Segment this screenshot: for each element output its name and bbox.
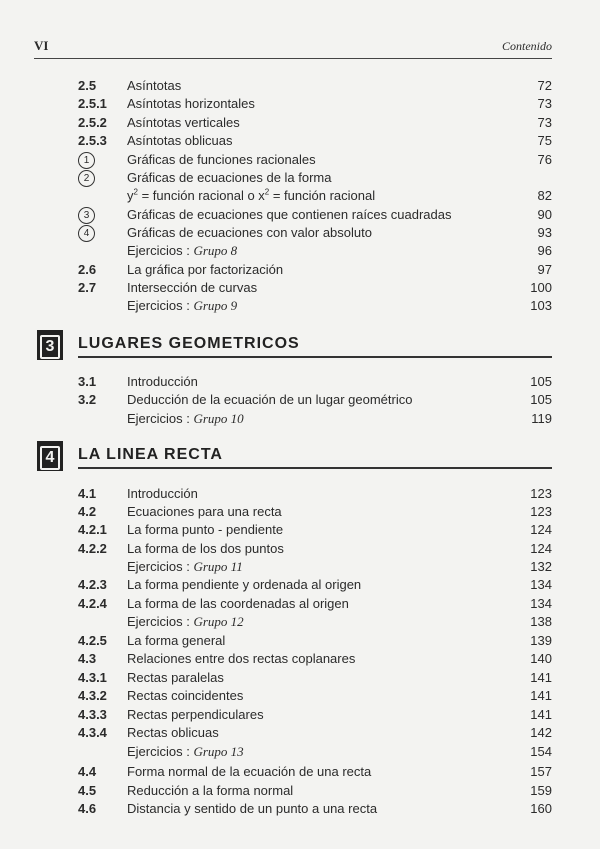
toc-entry: [0, 540, 600, 558]
toc-entry: [0, 521, 600, 539]
toc-entry: [0, 114, 600, 132]
entry-page: 134: [530, 577, 552, 592]
toc-entry: [0, 632, 600, 650]
entry-number: 4.1: [78, 486, 97, 501]
header-title: Contenido: [502, 39, 552, 53]
entry-page: 90: [537, 207, 552, 222]
entry-page: 73: [537, 96, 552, 111]
toc-entry: [0, 503, 600, 521]
entry-title: Gráficas de ecuaciones con valor absoluto: [127, 225, 372, 240]
entry-page: 103: [530, 298, 552, 313]
entry-title: Gráficas de funciones racionales: [127, 152, 316, 167]
entry-number: 4.6: [78, 801, 97, 816]
entry-title: Introducción: [127, 374, 198, 389]
entry-page: 82: [537, 188, 552, 203]
toc-entry: [0, 724, 600, 742]
entry-number: 4.4: [78, 764, 97, 779]
entry-title: Distancia y sentido de un punto a una recta: [127, 801, 378, 816]
entry-number: 4.2.5: [78, 633, 107, 648]
toc-entry: [0, 169, 600, 187]
entry-page: 97: [537, 262, 552, 277]
entry-title: Ejercicios : Grupo 11: [127, 559, 243, 574]
toc-entry: [0, 763, 600, 781]
toc-entry: [0, 373, 600, 391]
entry-number: 4.2.3: [78, 577, 107, 592]
entry-page: 72: [537, 78, 552, 93]
entry-page: 119: [531, 411, 552, 426]
toc-entry: [0, 279, 600, 297]
entry-title: Intersección de curvas: [127, 280, 258, 295]
entry-number: 4.3: [78, 651, 97, 666]
chapter-number-badge: 3: [37, 330, 63, 360]
entry-page: 159: [530, 783, 552, 798]
entry-title: Gráficas de ecuaciones de la forma: [127, 170, 332, 185]
entry-number: 3.2: [78, 392, 97, 407]
entry-page: 123: [530, 486, 552, 501]
entry-number: 4.5: [78, 783, 97, 798]
chapter-heading: [0, 441, 600, 471]
chapter-number-badge: 4: [37, 441, 63, 471]
circled-number: 4: [78, 225, 95, 242]
chapter-title: LA LINEA RECTA: [78, 446, 223, 463]
circled-number: 2: [78, 170, 95, 187]
entry-number: 2.6: [78, 262, 97, 277]
entry-title: Ejercicios : Grupo 10: [127, 411, 244, 426]
toc-entry: [0, 650, 600, 668]
toc-entry: [0, 576, 600, 594]
entry-page: 142: [530, 725, 552, 740]
circled-number: 3: [78, 207, 95, 224]
toc-entry: [0, 95, 600, 113]
toc-entry: [0, 485, 600, 503]
toc-exercises: [0, 558, 600, 576]
toc-entry: [0, 206, 600, 224]
chapter-rule: [78, 356, 552, 358]
entry-title: Gráficas de ecuaciones que contienen raíces cuadradas: [127, 207, 452, 222]
entry-title: Ejercicios : Grupo 12: [127, 614, 244, 629]
entry-number: 4.2: [78, 504, 97, 519]
entry-number: 3.1: [78, 374, 97, 389]
entry-title: Relaciones entre dos rectas coplanares: [127, 651, 356, 666]
entry-page: 141: [530, 707, 552, 722]
entry-title: Asíntotas: [127, 78, 182, 93]
toc-entry: [0, 687, 600, 705]
entry-title: Reducción a la forma normal: [127, 783, 294, 798]
entry-title: Introducción: [127, 486, 198, 501]
entry-number: 2.5.3: [78, 133, 107, 148]
running-header: [34, 36, 552, 59]
entry-page: 93: [537, 225, 552, 240]
entry-number: 4.3.3: [78, 707, 107, 722]
entry-page: 105: [530, 392, 552, 407]
entry-number: 4.3.1: [78, 670, 107, 685]
entry-page: 123: [530, 504, 552, 519]
entry-title: Deducción de la ecuación de un lugar geométrico: [127, 392, 413, 407]
entry-number: 4.2.4: [78, 596, 107, 611]
entry-title: Rectas oblicuas: [127, 725, 219, 740]
entry-number: 4.2.2: [78, 541, 107, 556]
entry-title: Ejercicios : Grupo 8: [127, 243, 238, 258]
toc-entry-continuation: [0, 187, 600, 205]
entry-title: La forma punto - pendiente: [127, 522, 284, 537]
chapter-heading: [0, 330, 600, 360]
entry-title: La gráfica por factorización: [127, 262, 284, 277]
entry-page: 141: [530, 688, 552, 703]
toc-entry: [0, 151, 600, 169]
entry-page: 139: [530, 633, 552, 648]
toc-entry: [0, 782, 600, 800]
entry-page: 160: [530, 801, 552, 816]
toc-exercises: [0, 613, 600, 631]
entry-title: Ecuaciones para una recta: [127, 504, 282, 519]
entry-title: La forma general: [127, 633, 226, 648]
entry-title: Asíntotas verticales: [127, 115, 240, 130]
toc-exercises: [0, 410, 600, 428]
entry-number: 2.5.1: [78, 96, 107, 111]
toc-entry: [0, 595, 600, 613]
entry-number: 2.5: [78, 78, 97, 93]
entry-number: 4.2.1: [78, 522, 107, 537]
entry-title: Ejercicios : Grupo 13: [127, 744, 244, 759]
toc-entry: [0, 669, 600, 687]
entry-title: La forma de las coordenadas al origen: [127, 596, 349, 611]
chapter-title: LUGARES GEOMETRICOS: [78, 335, 300, 352]
entry-title: Ejercicios : Grupo 9: [127, 298, 238, 313]
entry-page: 105: [530, 374, 552, 389]
toc-entry: [0, 261, 600, 279]
entry-title-equation: $y^2$ = función racional o $x^2$ = función racional: [127, 187, 376, 203]
chapter-rule: [78, 467, 552, 469]
entry-page: 134: [530, 596, 552, 611]
entry-number: 2.7: [78, 280, 97, 295]
entry-page: 154: [530, 744, 552, 759]
entry-title: Forma normal de la ecuación de una recta: [127, 764, 372, 779]
toc-exercises: [0, 297, 600, 315]
entry-title: La forma de los dos puntos: [127, 541, 284, 556]
entry-page: 76: [537, 152, 552, 167]
entry-page: 140: [530, 651, 552, 666]
entry-title: Rectas coincidentes: [127, 688, 244, 703]
entry-page: 96: [537, 243, 552, 258]
toc-entry: [0, 800, 600, 818]
entry-page: 124: [530, 541, 552, 556]
entry-number: 4.3.2: [78, 688, 107, 703]
entry-page: 132: [530, 559, 552, 574]
entry-title: Asíntotas horizontales: [127, 96, 255, 111]
page-number: VI: [34, 38, 49, 53]
toc-entry: [0, 706, 600, 724]
entry-page: 100: [530, 280, 552, 295]
toc-entry: [0, 224, 600, 242]
toc-exercises: [0, 242, 600, 260]
entry-title: La forma pendiente y ordenada al origen: [127, 577, 362, 592]
entry-title: Rectas paralelas: [127, 670, 224, 685]
toc-entry: [0, 77, 600, 95]
entry-number: 2.5.2: [78, 115, 107, 130]
entry-title: Asíntotas oblicuas: [127, 133, 233, 148]
entry-page: 141: [530, 670, 552, 685]
entry-number: 4.3.4: [78, 725, 107, 740]
entry-page: 138: [530, 614, 552, 629]
entry-page: 73: [537, 115, 552, 130]
entry-page: 157: [530, 764, 552, 779]
entry-title: Rectas perpendiculares: [127, 707, 264, 722]
toc-entry: [0, 132, 600, 150]
entry-page: 124: [530, 522, 552, 537]
circled-number: 1: [78, 152, 95, 169]
toc-exercises: [0, 743, 600, 761]
toc-entry: [0, 391, 600, 409]
entry-page: 75: [537, 133, 552, 148]
